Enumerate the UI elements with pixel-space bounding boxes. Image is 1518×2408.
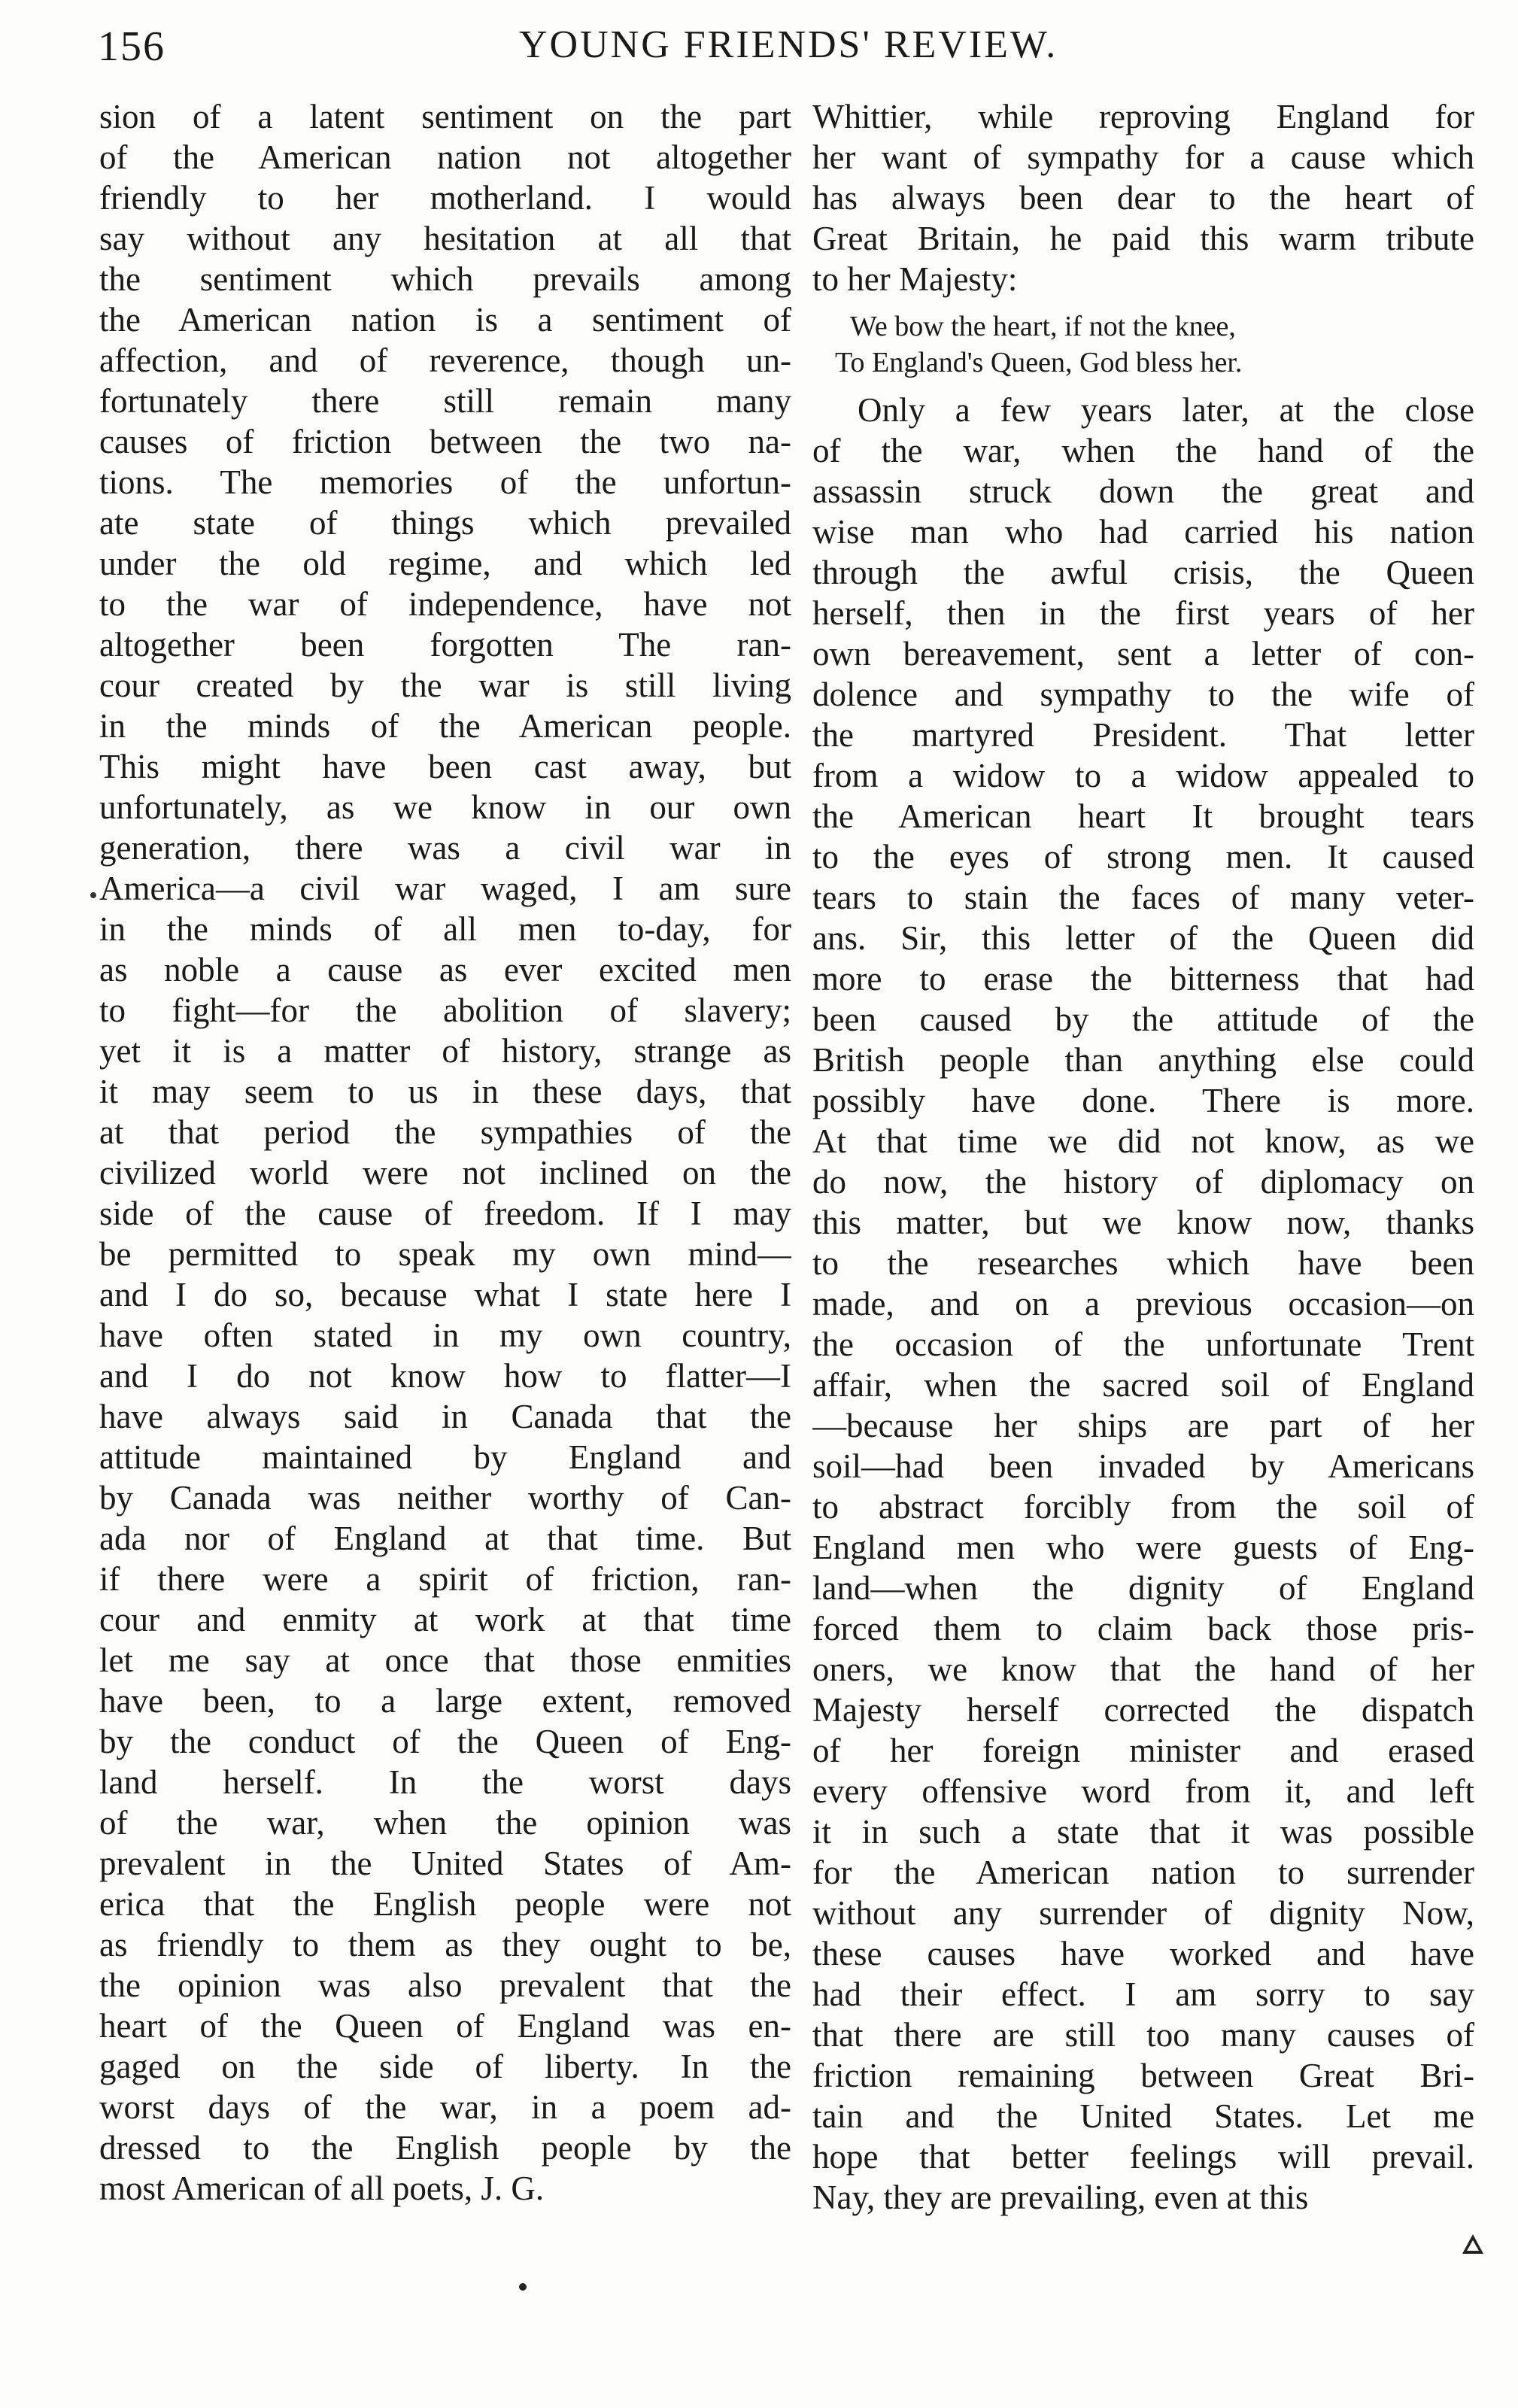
text-line: the American nation is a sentiment of [99, 301, 791, 339]
text-line: herself, then in the first years of her [812, 594, 1474, 632]
text-line: the sentiment which prevails among [99, 260, 791, 298]
text-line: yet it is a matter of history, strange as [99, 1032, 791, 1070]
text-line: for the American nation to surrender [812, 1854, 1474, 1891]
text-line: to abstract forcibly from the soil of [812, 1488, 1474, 1526]
text-line: every offensive word from it, and left [812, 1772, 1474, 1810]
text-line: hope that better feelings will prevail. [812, 2138, 1474, 2176]
footer-dot [519, 2283, 527, 2291]
text-line: own bereavement, sent a letter of con- [812, 635, 1474, 673]
text-line: affection, and of reverence, though un- [99, 342, 791, 379]
text-line: it may seem to us in these days, that [99, 1073, 791, 1110]
text-line: —because her ships are part of her [812, 1407, 1474, 1444]
text-line: land herself. In the worst days [99, 1763, 791, 1801]
text-line: attitude maintained by England and [99, 1438, 791, 1476]
text-line: have been, to a large extent, removed [99, 1682, 791, 1720]
text-line: has always been dear to the heart of [812, 179, 1474, 217]
text-line: civilized world were not inclined on the [99, 1154, 791, 1192]
text-line: that there are still too many causes of [812, 2016, 1474, 2054]
text-line: sion of a latent sentiment on the part [99, 98, 791, 135]
text-line: Only a few years later, at the close [858, 391, 1474, 429]
text-line: Nay, they are prevailing, even at this [812, 2179, 1309, 2216]
text-line: to the war of independence, have not [99, 585, 791, 623]
text-line: worst days of the war, in a poem ad- [99, 2088, 791, 2126]
text-line: side of the cause of freedom. If I may [99, 1195, 791, 1232]
text-line: more to erase the bitterness that had [812, 960, 1474, 998]
text-line: Majesty herself corrected the dispatch [812, 1691, 1474, 1729]
text-line: of her foreign minister and erased [812, 1732, 1474, 1769]
text-line: causes of friction between the two na- [99, 423, 791, 460]
text-line: Great Britain, he paid this warm tribute [812, 220, 1474, 257]
text-line: soil—had been invaded by Americans [812, 1447, 1474, 1485]
verse-quote [812, 308, 1474, 381]
text-line: cour created by the war is still living [99, 667, 791, 704]
verse-line: We bow the heart, if not the knee, [850, 311, 1236, 342]
text-line: it in such a state that it was possible [812, 1813, 1474, 1851]
text-line: ada nor of England at that time. But [99, 1520, 791, 1557]
text-line: as noble a cause as ever excited men [99, 951, 791, 988]
text-line: gaged on the side of liberty. In the [99, 2048, 791, 2085]
text-line: the martyred President. That letter [812, 716, 1474, 754]
text-line: British people than anything else could [812, 1041, 1474, 1079]
text-line: under the old regime, and which led [99, 545, 791, 582]
text-line: cour and enmity at work at that time [99, 1601, 791, 1638]
text-line: made, and on a previous occasion—on [812, 1285, 1474, 1322]
text-line: affair, when the sacred soil of England [812, 1366, 1474, 1404]
text-line: by the conduct of the Queen of Eng- [99, 1723, 791, 1760]
text-line: prevalent in the United States of Am- [99, 1845, 791, 1882]
text-line: forced them to claim back those pris- [812, 1610, 1474, 1647]
text-line: and I do so, because what I state here I [99, 1276, 791, 1313]
page-header [98, 23, 1467, 83]
text-line: from a widow to a widow appealed to [812, 757, 1474, 794]
text-line: fortunately there still remain many [99, 382, 791, 420]
page-number: 156 [98, 23, 165, 70]
text-line: America—a civil war waged, I am sure [99, 870, 791, 907]
text-line: in the minds of the American people. [99, 707, 791, 745]
text-line: wise man who had carried his nation [812, 513, 1474, 551]
text-line: this matter, but we know now, thanks [812, 1204, 1474, 1241]
text-line: been caused by the attitude of the [812, 1001, 1474, 1038]
text-line: tain and the United States. Let me [812, 2097, 1474, 2135]
text-line: erica that the English people were not [99, 1885, 791, 1923]
text-line: through the awful crisis, the Queen [812, 554, 1474, 591]
text-line: the American heart It brought tears [812, 797, 1474, 835]
text-line: At that time we did not know, as we [812, 1122, 1474, 1160]
text-line: have often stated in my own country, [99, 1316, 791, 1354]
text-line: by Canada was neither worthy of Can- [99, 1479, 791, 1517]
text-line: let me say at once that those enmities [99, 1641, 791, 1679]
text-line: say without any hesitation at all that [99, 220, 791, 257]
text-line: friction remaining between Great Bri- [812, 2057, 1474, 2094]
text-line: ans. Sir, this letter of the Queen did [812, 919, 1474, 957]
right-column [812, 96, 1474, 2218]
text-line: her want of sympathy for a cause which [812, 138, 1474, 176]
text-line: do now, the history of diplomacy on [812, 1163, 1474, 1201]
text-line: be permitted to speak my own mind— [99, 1235, 791, 1273]
text-line: land—when the dignity of England [812, 1569, 1474, 1607]
text-line: if there were a spirit of friction, ran- [99, 1560, 791, 1598]
text-line: tears to stain the faces of many veter- [812, 879, 1474, 916]
left-column [99, 96, 791, 2209]
text-line: of the war, when the hand of the [812, 432, 1474, 469]
text-line: to fight—for the abolition of slavery; [99, 991, 791, 1029]
text-line: unfortunately, as we know in our own [99, 788, 791, 826]
text-line: Whittier, while reproving England for [812, 98, 1474, 135]
text-line: altogether been forgotten The ran- [99, 626, 791, 663]
running-title: YOUNG FRIENDS' REVIEW. [519, 23, 1058, 66]
text-line: assassin struck down the great and [812, 472, 1474, 510]
verse-line: To England's Queen, God bless her. [835, 347, 1243, 378]
text-line: in the minds of all men to-day, for [99, 910, 791, 948]
printer-mark-icon [1458, 2228, 1488, 2258]
text-line: ate state of things which prevailed [99, 504, 791, 542]
text-line: to the researches which have been [812, 1244, 1474, 1282]
right-column-top-text [812, 96, 1474, 299]
text-line: had their effect. I am sorry to say [812, 1975, 1474, 2013]
text-line: This might have been cast away, but [99, 748, 791, 785]
text-line: and I do not know how to flatter—I [99, 1357, 791, 1395]
text-line: oners, we know that the hand of her [812, 1650, 1474, 1688]
text-line: dressed to the English people by the [99, 2129, 791, 2167]
text-line: of the American nation not altogether [99, 138, 791, 176]
text-line: England men who were guests of Eng- [812, 1529, 1474, 1566]
text-line: these causes have worked and have [812, 1935, 1474, 1972]
text-line: dolence and sympathy to the wife of [812, 676, 1474, 713]
text-line: without any surrender of dignity Now, [812, 1894, 1474, 1932]
text-line: generation, there was a civil war in [99, 829, 791, 867]
text-line: the occasion of the unfortunate Trent [812, 1325, 1474, 1363]
text-line: as friendly to them as they ought to be, [99, 1926, 791, 1963]
text-line: at that period the sympathies of the [99, 1113, 791, 1151]
text-line: friendly to her motherland. I would [99, 179, 791, 217]
text-line: to her Majesty: [812, 260, 1018, 298]
text-line: possibly have done. There is more. [812, 1082, 1474, 1119]
text-line: the opinion was also prevalent that the [99, 1966, 791, 2004]
text-line: of the war, when the opinion was [99, 1804, 791, 1842]
text-line: heart of the Queen of England was en- [99, 2007, 791, 2045]
text-line: most American of all poets, J. G. [99, 2170, 545, 2207]
text-line: tions. The memories of the unfortun- [99, 463, 791, 501]
text-line: to the eyes of strong men. It caused [812, 838, 1474, 876]
right-column-bottom-text [812, 390, 1474, 2218]
margin-dot [90, 892, 96, 898]
text-line: have always said in Canada that the [99, 1398, 791, 1435]
